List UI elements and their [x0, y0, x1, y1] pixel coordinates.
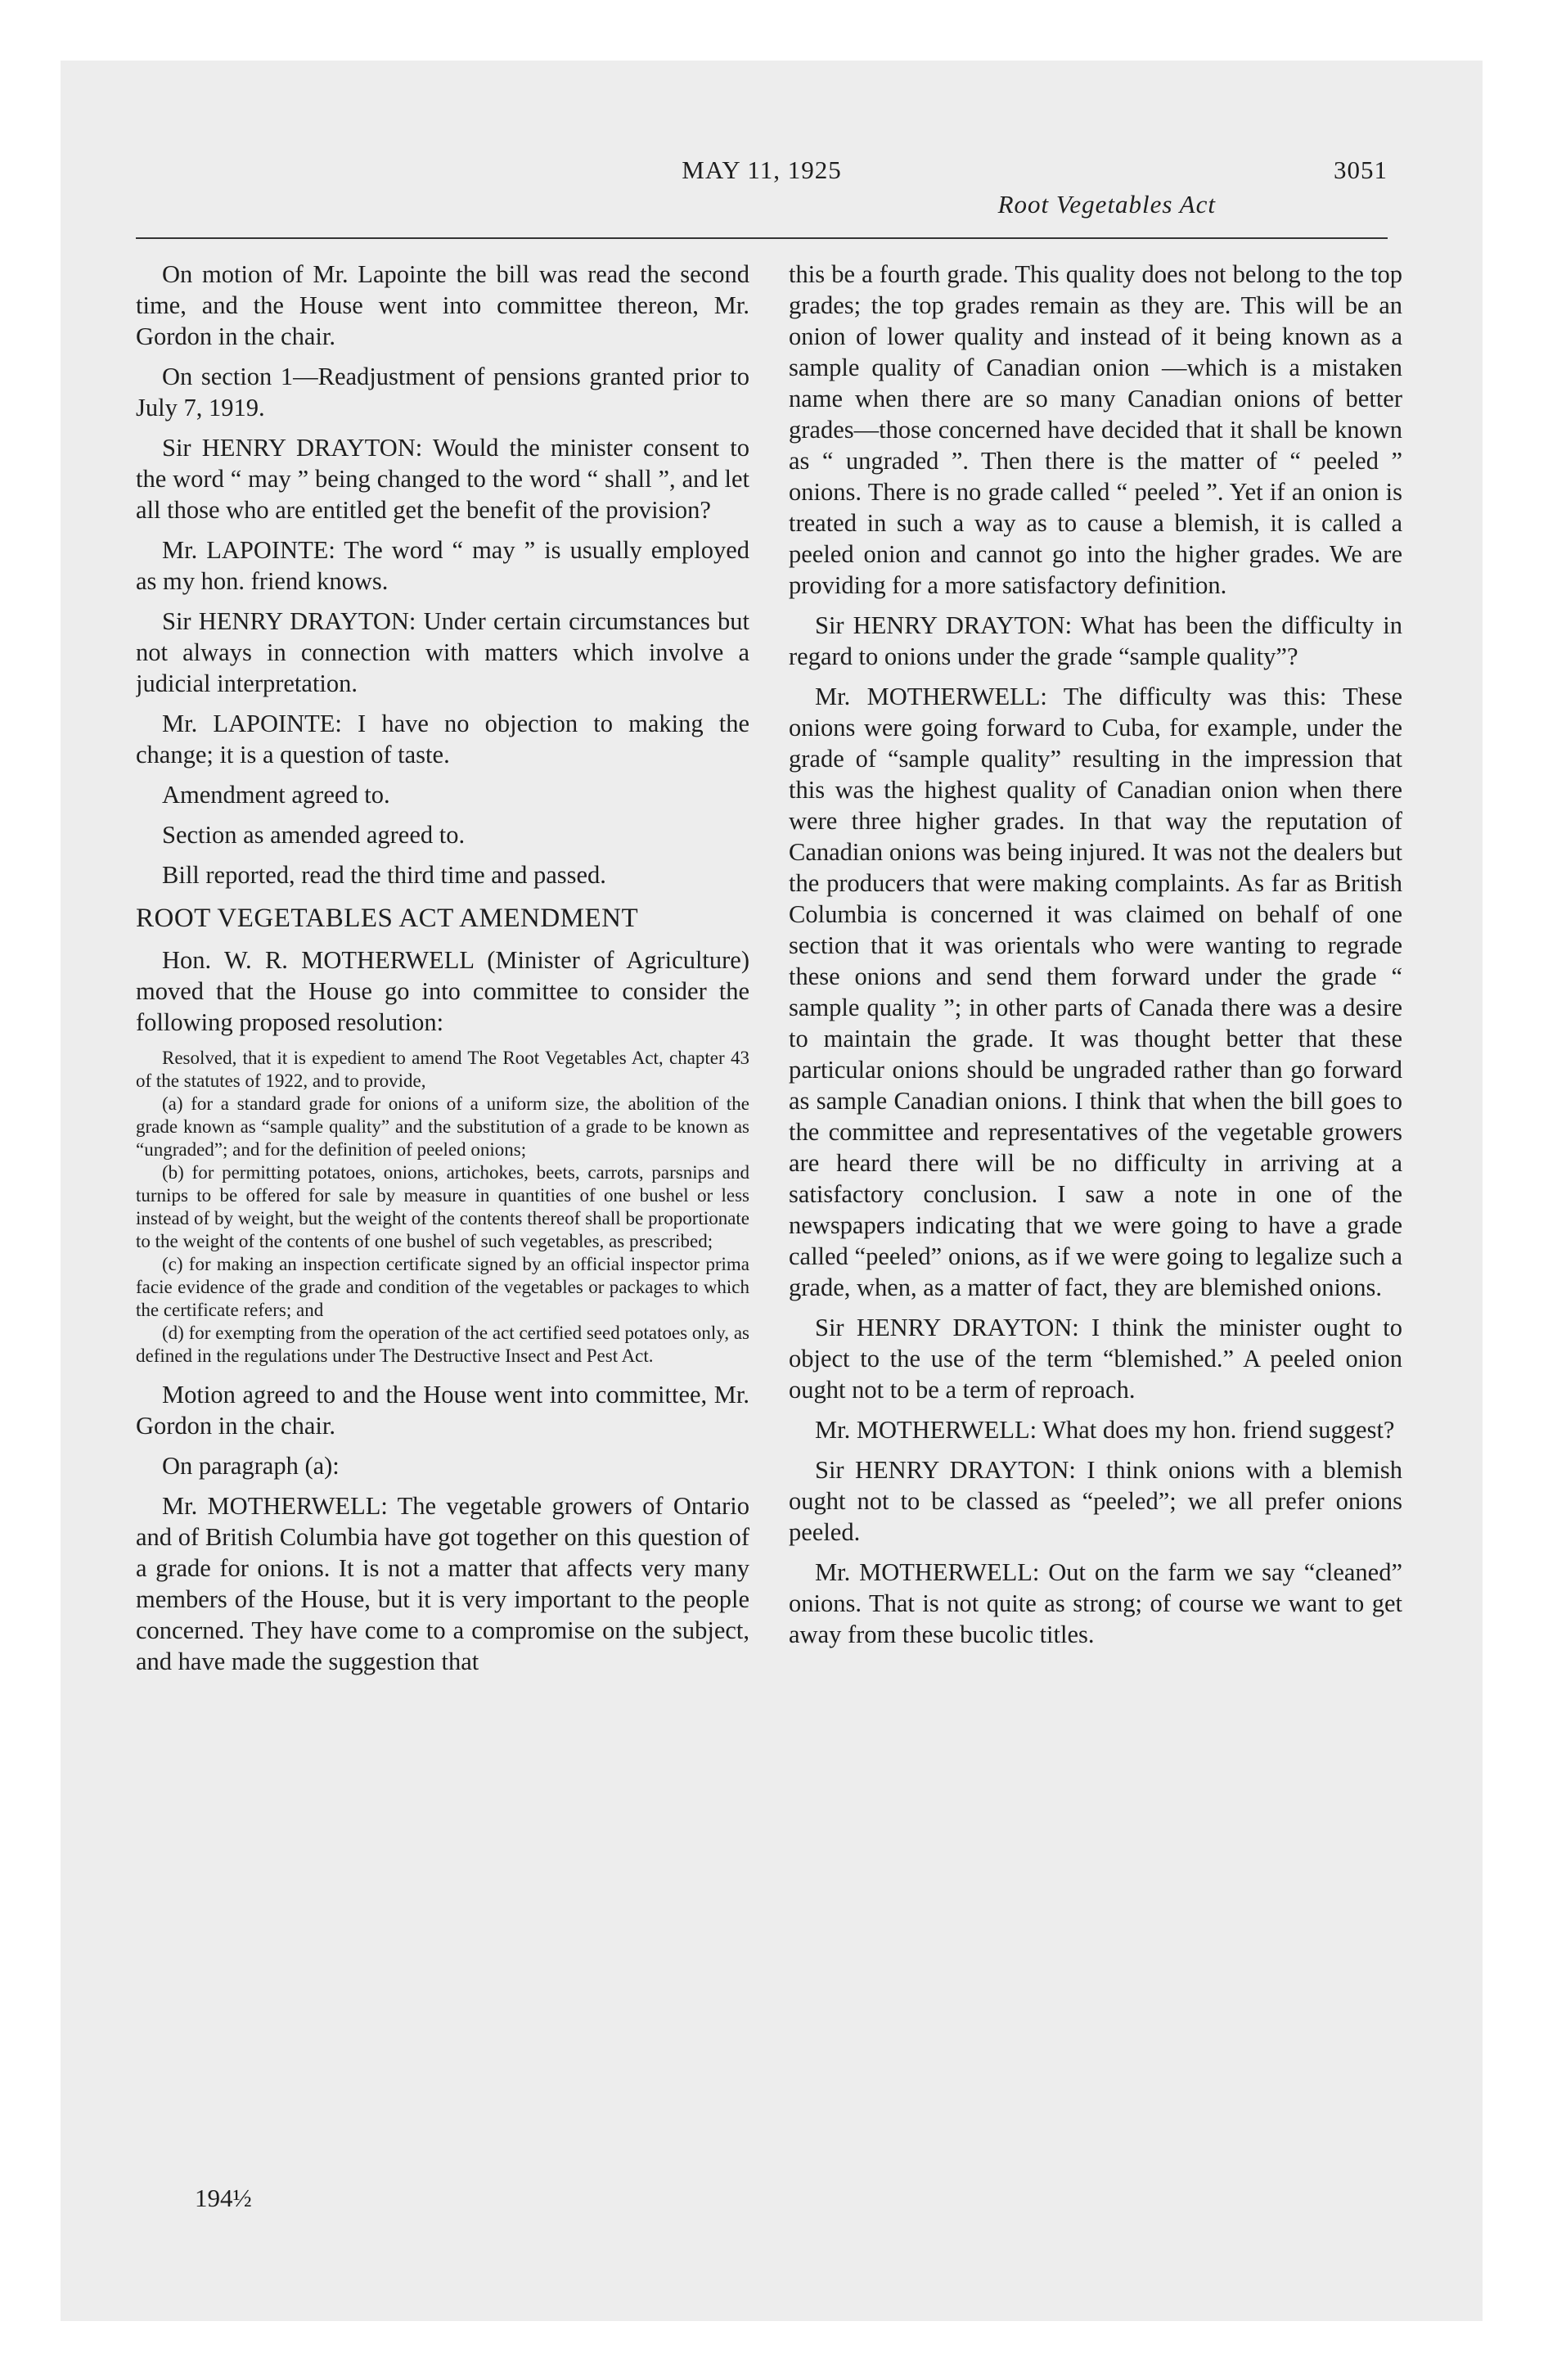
paragraph: Mr. MOTHERWELL: The difficulty was this: These onions were going forward to Cuba, for example, under the grade of “sample quality” resulting in the impression that this was the highest quality of Canadian onion when there were three higher grades. In that way the reputation of Canadian onions was being injured. It was not the dealers but the producers that were making complaints. As far as British Columbia is concerned it was claimed on behalf of one section that it was orientals who were wanting to regrade these onions and send them forward under the grade “ sample quality ”; in other parts of Canada there was a desire to maintain the grade. It was thought better that these particular onions should be ungraded rather than go forward as sample Canadian onions. I think that when the bill goes to the committee and representatives of the vegetable growers are heard there will be no difficulty in arriving at a satisfactory conclusion. I saw a note in one of the newspapers indicating that we were going to have a grade called “peeled” onions, as if we were going to legalize such a grade, when, as a matter of fact, they are blemished onions.: [789, 683, 1402, 1301]
paragraph: Mr. LAPOINTE: The word “ may ” is usually employed as my hon. friend knows.: [136, 536, 749, 595]
paragraph: Section as amended agreed to.: [162, 821, 466, 849]
header-rule: [136, 237, 1388, 239]
running-title: Root Vegetables Act: [997, 190, 1216, 219]
page-header: [136, 156, 1388, 237]
paragraph: Sir HENRY DRAYTON: Under certain circumstances but not always in connection with matters which involve a judicial interpretation.: [136, 607, 749, 697]
paragraph: Mr. MOTHERWELL: The vegetable growers of Ontario and of British Columbia have got together on this question of a grade for onions. It is not a matter that affects very many members of the House, but it is very important to the people concerned. They have come to a compromise on the subject, and have made the suggestion that: [136, 1492, 749, 1675]
resolution-text: (c) for making an inspection certificate signed by an official inspector prima facie evidence of the grade and condition of the vegetables or packages to which the certificate refers; and: [136, 1254, 749, 1320]
paragraph: Mr. MOTHERWELL: What does my hon. friend suggest?: [815, 1416, 1395, 1444]
paragraph: On motion of Mr. Lapointe the bill was read the second time, and the House went into committee thereon, Mr. Gordon in the chair.: [136, 260, 749, 350]
paragraph: Motion agreed to and the House went into committee, Mr. Gordon in the chair.: [136, 1381, 749, 1440]
page-number: 3051: [1334, 156, 1388, 184]
paragraph: Sir HENRY DRAYTON: What has been the difficulty in regard to onions under the grade “sample quality”?: [789, 611, 1402, 670]
paragraph: Amendment agreed to.: [162, 781, 390, 809]
paragraph: Mr. MOTHERWELL: Out on the farm we say “cleaned” onions. That is not quite as strong; of course we want to get away from these bucolic titles.: [789, 1558, 1402, 1648]
paragraph: Sir HENRY DRAYTON: I think onions with a blemish ought not to be classed as “peeled”; we all prefer onions peeled.: [789, 1456, 1402, 1546]
paragraph: Bill reported, read the third time and passed.: [162, 861, 606, 889]
right-column: [789, 259, 1402, 2166]
paragraph: On paragraph (a):: [162, 1452, 340, 1480]
header-date: MAY 11, 1925: [682, 156, 842, 184]
paragraph: Hon. W. R. MOTHERWELL (Minister of Agriculture) moved that the House go into committee to consider the following proposed resolution:: [136, 946, 749, 1036]
paragraph: this be a fourth grade. This quality does not belong to the top grades; the top grades remain as they are. This will be an onion of lower quality and instead of it being known as a sample quality of Canadian onion —which is a mistaken name when there are so many Canadian onions of better grades—those concerned have decided that it shall be known as “ ungraded ”. Then there is the matter of “ peeled ” onions. There is no grade called “ peeled ”. Yet if an onion is treated in such a way as to cause a blemish, it is called a peeled onion and cannot go into the higher grades. We are providing for a more satisfactory definition.: [789, 260, 1402, 599]
resolution-text: (d) for exempting from the operation of the act certified seed potatoes only, as defined in the regulations under The Destructive Insect and Pest Act.: [136, 1323, 749, 1366]
resolution-text: (b) for permitting potatoes, onions, artichokes, beets, carrots, parsnips and turnips to be offered for sale by measure in quantities of one bushel or less instead of by weight, but the weight of the contents thereof shall be proportionate to the weight of the contents of one bushel of such vegetables, as prescribed;: [136, 1162, 749, 1251]
resolution-text: Resolved, that it is expedient to amend The Root Vegetables Act, chapter 43 of the statutes of 1922, and to provide,: [136, 1048, 749, 1091]
paragraph: Sir HENRY DRAYTON: Would the minister consent to the word “ may ” being changed to the word “ shall ”, and let all those who are entitled get the benefit of the provision?: [136, 434, 749, 524]
folio-mark: 194½: [195, 2184, 252, 2212]
section-heading: ROOT VEGETABLES ACT AMENDMENT: [136, 904, 639, 933]
paragraph: Sir HENRY DRAYTON: I think the minister ought to object to the use of the term “blemished.” A peeled onion ought not to be a term of reproach.: [789, 1314, 1402, 1404]
resolution-text: (a) for a standard grade for onions of a uniform size, the abolition of the grade known as “sample quality” and the substitution of a grade to be known as “ungraded”; and for the definition of peeled onions;: [136, 1093, 749, 1160]
paragraph: On section 1—Readjustment of pensions granted prior to July 7, 1919.: [136, 363, 749, 421]
paragraph: Mr. LAPOINTE: I have no objection to making the change; it is a question of taste.: [136, 710, 749, 769]
left-column: [136, 259, 749, 2166]
